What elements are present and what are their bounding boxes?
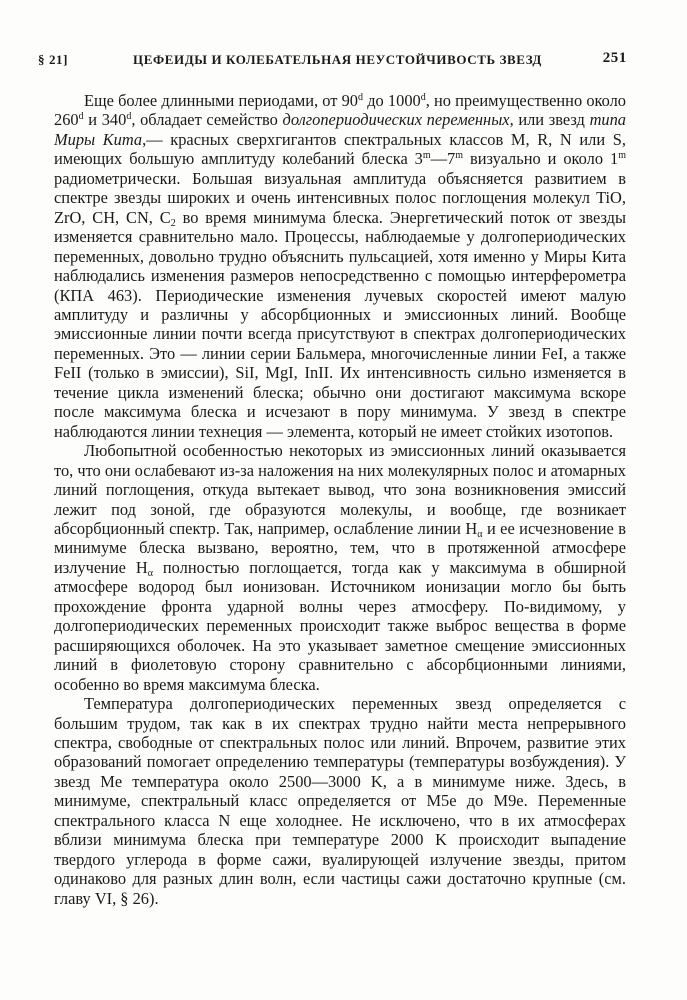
body-text (54, 91, 626, 908)
paragraph-mira-variables: Еще более длинными периодами, от 90$^d$ до 1000$^d$, но преимущественно около 260$^d$ и 340$^d$, обладает семейство долгопериодических переменных, или звезд типа Миры Кита,— красных сверхгигантов спектральных классов M, R, N или S, имеющих большую амплитуду колебаний блеска 3$^m$—7$^m$ визуально и около 1$^m$ радиометрически. Большая визуальная амплитуда объясняется развитием в спектре звезды широких и очень интенсивных полос поглощения молекул TiO, ZrO, CH, CN, $C_2$ во время минимума блеска. Энергетический поток от звезды изменяется сравнительно мало. Процессы, наблюдаемые у долгопериодических переменных, довольно трудно объяснить пульсацией, хотя именно у Миры Кита наблюдались изменения размеров непосредственно с помощью интерферометра (КПА 463). Периодические изменения лучевых скоростей имеют малую амплитуду и различны у абсорбционных и эмиссионных линий. Вообще эмиссионные линии почти всегда присутствуют в спектрах долгопериодических переменных. Это — линии серии Бальмера, многочисленные линии FeI, а также FeII (только в эмиссии), SiI, MgI, InII. Их интенсивность сильно изменяется в течение цикла изменений блеска; обычно они достигают максимума вскоре после максимума блеска и исчезают в пору минимума. У звезд в спектре наблюдаются линии технеция — элемента, который не имеет стойких изотопов. (54, 91, 627, 441)
paragraph-temperature: Температура долгопериодических переменных звезд определяется с большим трудом, так как в их спектрах трудно найти места непрерывного спектра, свободные от спектральных полос или линий. Впрочем, развитие этих образований помогает определению температуры (температуры возбуждения). У звезд Me температура около 2500—3000 K, а в минимуме ниже. Здесь, в минимуме, спектральный класс определяется от M5e до M9e. Переменные спектрального класса N еще холоднее. Не исключено, что в их атмосферах вблизи минимума блеска при температуре 2000 K происходит выпадение твердого углерода в форме сажи, вуалирующей излучение звезды, притом одинаково для разных длин волн, если частицы сажи достаточно крупные (см. главу VI, § 26). (54, 694, 626, 908)
running-header (38, 50, 627, 70)
page-number: 251 (602, 50, 627, 66)
running-title: ЦЕФЕИДЫ И КОЛЕБАТЕЛЬНАЯ НЕУСТОЙЧИВОСТЬ ЗВЕЗД (133, 52, 542, 67)
paragraph-emission-lines: Любопытной особенностью некоторых из эмиссионных линий оказывается то, что они ослабевают из-за наложения на них молекулярных полос и атомарных линий поглощения, откуда вытекает вывод, что зона возникновения эмиссий лежит под зоной, где образуются молекулы, и вообще, где возникает абсорбционный спектр. Так, например, ослабление линии $H_\alpha$ и ее исчезновение в минимуме блеска вызвано, вероятно, тем, что в протяженной атмосфере излучение $H_\alpha$ полностью поглощается, тогда как у максимума в обширной атмосфере водород был ионизован. Источником ионизации могло бы быть прохождение фронта ударной волны через атмосферу. По-видимому, у долгопериодических переменных происходит также выброс вещества в форме расширяющихся оболочек. На это указывает заметное смещение эмиссионных линий в фиолетовую сторону сравнительно с абсорбционными линиями, особенно во время максимума блеска. (54, 441, 626, 694)
section-marker: § 21] (38, 52, 69, 67)
